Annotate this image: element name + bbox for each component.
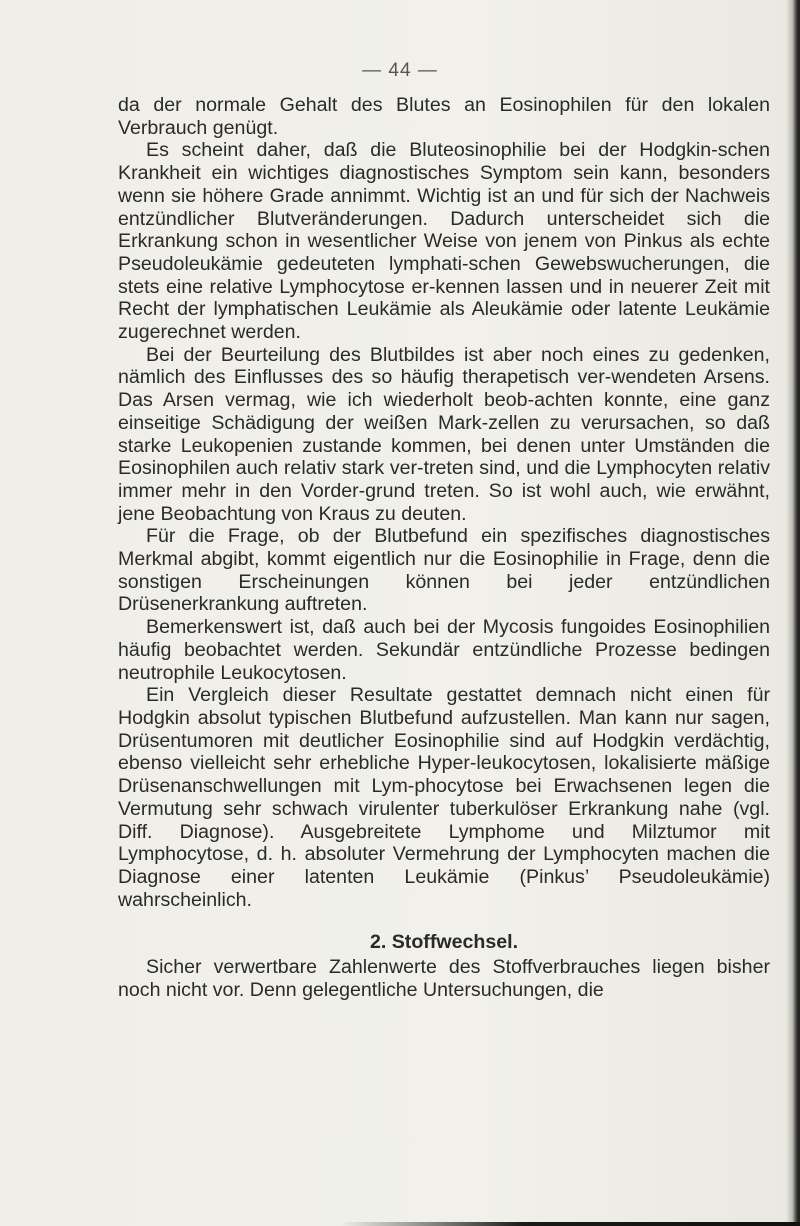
paragraph-continuation: da der normale Gehalt des Blutes an Eosinophilen für den lokalen Verbrauch genügt.	[118, 94, 770, 139]
body-text	[118, 94, 770, 1002]
page-number: — 44 —	[362, 60, 438, 81]
paragraph-comparison: Ein Vergleich dieser Resultate gestattet demnach nicht einen für Hodgkin absolut typischen Blutbefund aufzustellen. Man kann nur sagen, Drüsentumoren mit deutlicher Eosinophilie sind auf Hodgkin verdächtig, ebenso vielleicht sehr erhebliche Hyper-leukocytosen, lokalisierte mäßige Drüsenanschwellungen mit Lym-phocytose bei Erwachsenen legen die Vermutung sehr schwach virulenter tuberkulöser Erkrankung nahe (vgl. Diff. Diagnose). Ausgebreitete Lymphome und Milztumor mit Lymphocytose, d. h. absoluter Vermehrung der Lymphocyten machen die Diagnose einer latenten Leukämie (Pinkus’ Pseudoleukämie) wahrscheinlich.	[118, 684, 770, 911]
paragraph-arsen: Bei der Beurteilung des Blutbildes ist aber noch eines zu gedenken, nämlich des Einflusses des so häufig therapetisch ver-wendeten Arsens. Das Arsen vermag, wie ich wiederholt beob-achten konnte, eine ganz einseitige Schädigung der weißen Mark-zellen zu verursachen, so daß starke Leukopenien zustande kommen, bei denen unter Umständen die Eosinophilen auch relativ stark ver-treten sind, und die Lymphocyten relativ immer mehr in den Vorder-grund treten. So ist wohl auch, wie erwähnt, jene Beobachtung von Kraus zu deuten.	[118, 343, 770, 525]
page-bottom-edge	[340, 1222, 800, 1226]
paragraph-stoffwechsel: Sicher verwertbare Zahlenwerte des Stoffverbrauches liegen bisher noch nicht vor. Denn gelegentliche Untersuchungen, die	[118, 956, 770, 1002]
paragraph-hodgkin-eosinophilia: Es scheint daher, daß die Bluteosinophilie bei der Hodgkin-schen Krankheit ein wichtiges diagnostisches Symptom sein kann, besonders wenn sie höhere Grade annimmt. Wichtig ist an und für sich der Nachweis entzündlicher Blutveränderungen. Dadurch unterscheidet sich die Erkrankung schon in wesentlicher Weise von jenem von Pinkus als echte Pseudoleukämie gedeuteten lymphati-schen Gewebswucherungen, die stets eine relative Lymphocytose er-kennen lassen und in neuerer Zeit mit Recht der lymphatischen Leukämie als Aleukämie oder latente Leukämie zugerechnet werden.	[118, 139, 770, 344]
paragraph-diagnostic-marker: Für die Frage, ob der Blutbefund ein spezifisches diagnostisches Merkmal abgibt, kommt eigentlich nur die Eosinophilie in Frage, denn die sonstigen Erscheinungen können bei jeder entzündlichen Drüsenerkrankung auftreten.	[118, 525, 770, 616]
binding-shadow	[786, 0, 800, 1226]
section-heading: 2. Stoffwechsel.	[369, 931, 519, 954]
paragraph-mycosis-fungoides: Bemerkenswert ist, daß auch bei der Mycosis fungoides Eosinophilien häufig beobachtet werden. Sekundär entzündliche Prozesse bedingen neutrophile Leukocytosen.	[118, 616, 770, 684]
